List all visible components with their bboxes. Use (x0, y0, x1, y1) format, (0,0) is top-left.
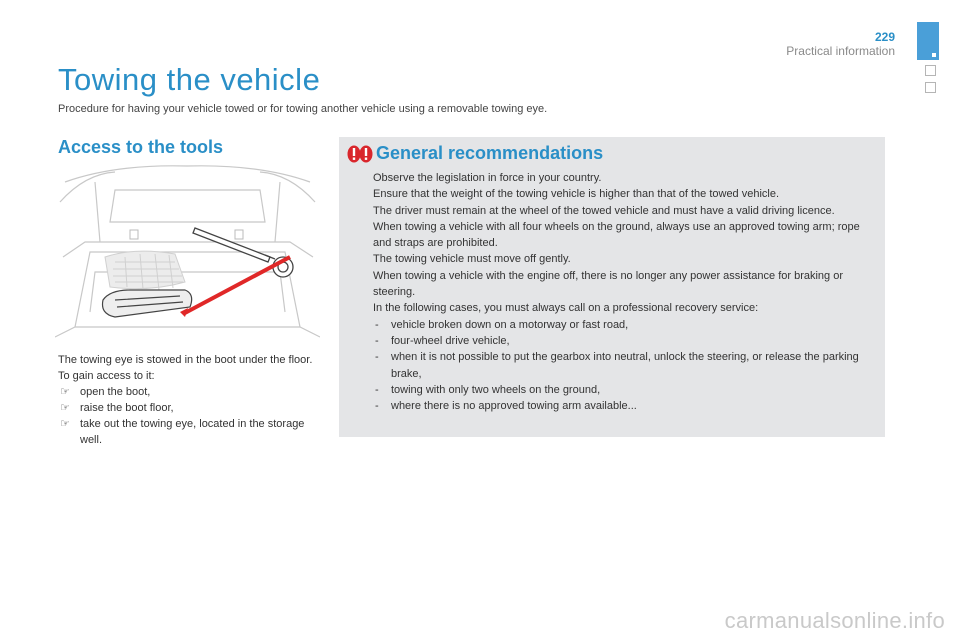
chapter-tab (925, 65, 936, 76)
recommendations-text (373, 170, 868, 414)
paragraph: Ensure that the weight of the towing vehicle is higher than that of the towed vehicle. (373, 188, 780, 201)
list-item: - towing with only two wheels on the ground, (375, 383, 601, 396)
section-label: Practical information (786, 44, 895, 58)
page-number: 229 (874, 30, 895, 44)
chapter-tab (925, 82, 936, 93)
watermark: carmanualsonline.info (724, 608, 945, 633)
paragraph: When towing a vehicle with the engine off, there is no longer any power assistance for braking or steering. (373, 269, 844, 299)
list-item: - vehicle broken down on a motorway or fast road, (375, 318, 629, 331)
hand-pointer-icon: ☞ (60, 386, 70, 398)
access-steps (58, 384, 320, 448)
paragraph: The driver must remain at the wheel of the towed vehicle and must have a valid driving licence. (373, 204, 835, 217)
paragraph: Observe the legislation in force in your country. (373, 172, 602, 184)
warning-icon (347, 145, 373, 163)
recommendations-heading: General recommendations (376, 143, 604, 163)
access-text (58, 352, 320, 448)
access-intro: The towing eye is stowed in the boot under the floor. (58, 354, 313, 366)
paragraph: In the following cases, you must always call on a professional recovery service: (373, 302, 759, 315)
recovery-cases (373, 317, 868, 415)
access-heading: Access to the tools (58, 137, 224, 157)
paragraph: The towing vehicle must move off gently. (373, 253, 571, 266)
boot-illustration (55, 162, 320, 342)
recommendations-box (339, 137, 885, 437)
hand-pointer-icon: ☞ (60, 418, 70, 430)
paragraph: When towing a vehicle with all four wheels on the ground, always use an approved towing arm; rope and straps are prohibited. (373, 220, 860, 250)
access-gain: To gain access to it: (58, 370, 155, 382)
hand-pointer-icon: ☞ (60, 402, 70, 414)
list-item: - when it is not possible to put the gearbox into neutral, unlock the steering, or release the parking brake, (375, 351, 859, 380)
list-item: ☞ open the boot, (60, 386, 151, 398)
list-item: ☞ take out the towing eye, located in the storage well. (60, 418, 305, 446)
list-item: - four-wheel drive vehicle, (375, 334, 510, 347)
list-item: - where there is no approved towing arm available... (375, 400, 637, 413)
page-title: Towing the vehicle (58, 62, 321, 97)
page-subtitle: Procedure for having your vehicle towed or for towing another vehicle using a removable towing eye. (58, 103, 548, 115)
list-item: ☞ raise the boot floor, (60, 402, 174, 414)
chapter-tab-active (917, 22, 939, 60)
